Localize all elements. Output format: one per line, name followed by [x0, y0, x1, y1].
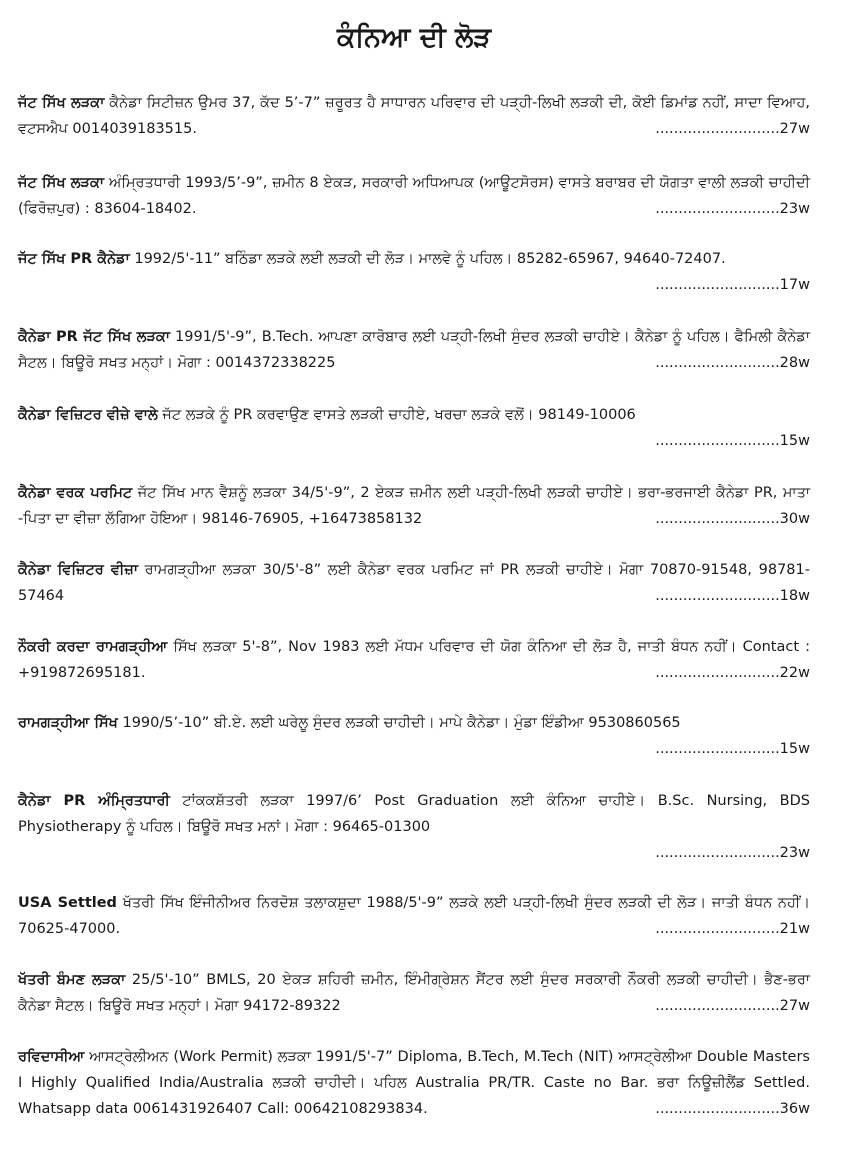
- ad-code: ...........................36w: [655, 1101, 810, 1117]
- ad-text: ਰਾਮਗੜ੍ਹੀਆ ਲੜਕਾ 30/5'-8” ਲਈ ਕੈਨੇਡਾ ਵਰਕ ਪਰਮਿਟ ਜਾਂ PR ਲੜਕੀ ਚਾਹੀਏ। ਮੋਗਾ 70870-91548, 98781-57464: [18, 562, 810, 604]
- ad-text: ਖੱਤਰੀ ਸਿੱਖ ਇੰਜੀਨੀਅਰ ਨਿਰਦੋਸ਼ ਤਲਾਕਸ਼ੁਦਾ 1988/5'-9” ਲੜਕੇ ਲਈ ਪੜ੍ਹੀ-ਲਿਖੀ ਸੁੰਦਰ ਲੜਕੀ ਦੀ ਲੋੜ। ਜਾਤੀ ਬੰਧਨ ਨਹੀਂ। 70625-47000.: [18, 895, 811, 937]
- ad-code: ...........................27w: [655, 121, 810, 137]
- page-title: ਕੰਨਿਆ ਦੀ ਲੋੜ: [336, 22, 492, 53]
- ad-code: ...........................23w: [655, 845, 810, 861]
- ad-lead: ਰਵਿਦਾਸੀਆ: [18, 1049, 85, 1065]
- ad-lead: ਕੈਨੇਡਾ PR ਅੰਮ੍ਰਿਤਧਾਰੀ: [18, 793, 170, 809]
- ad-code: ...........................15w: [655, 741, 810, 757]
- ad-entry: [18, 967, 810, 1019]
- ad-entry: [18, 170, 810, 222]
- ad-code: ...........................18w: [655, 588, 810, 604]
- ad-lead: ਜੱਟ ਸਿੱਖ ਲੜਕਾ: [18, 95, 105, 111]
- ad-entry: [18, 324, 810, 376]
- ad-text: ਆਸਟ੍ਰੇਲੀਅਨ (Work Permit) ਲੜਕਾ 1991/5'-7” Diploma, B.Tech, M.Tech (NIT) ਆਸਟ੍ਰੇਲੀਆ Double Masters I Highly Qualified India/Australia ਲੜਕੀ ਚਾਹੀਦੀ। ਪਹਿਲ Australia PR/TR. Caste no Bar. ਭਰਾ ਨਿਊਜ਼ੀਲੈਂਡ Settled. Whatsapp data 0061431926407 Call: 00642108293834.: [18, 1049, 810, 1117]
- ad-code: ...........................23w: [655, 201, 810, 217]
- ad-lead: USA Settled: [18, 895, 117, 911]
- ad-entry: [18, 634, 810, 686]
- ad-entry: [18, 890, 810, 942]
- ad-code: ...........................28w: [655, 355, 810, 371]
- ad-lead: ਕੈਨੇਡਾ PR ਜੱਟ ਸਿੱਖ ਲੜਕਾ: [18, 329, 170, 345]
- ad-code: ...........................22w: [655, 665, 810, 681]
- ad-lead: ਜੱਟ ਸਿੱਖ ਲੜਕਾ: [18, 175, 105, 191]
- ad-text: ਜੱਟ ਸਿੱਖ ਮਾਨ ਵੈਸ਼ਨੂੰ ਲੜਕਾ 34/5'-9”, 2 ਏਕੜ ਜ਼ਮੀਨ ਲਈ ਪੜ੍ਹੀ-ਲਿਖੀ ਲੜਕੀ ਚਾਹੀਏ। ਭਰਾ-ਭਰਜਾਈ ਕੈਨੇਡਾ PR, ਮਾਤਾ -ਪਿਤਾ ਦਾ ਵੀਜ਼ਾ ਲੱਗਿਆ ਹੋਇਆ। 98146-76905, +16473858132: [18, 485, 810, 527]
- ad-code: ...........................17w: [655, 277, 810, 293]
- ad-entry: [18, 1044, 810, 1122]
- ad-lead: ਕੈਨੇਡਾ ਵਿਜ਼ਿਟਰ ਵੀਜ਼ੇ ਵਾਲੇ: [18, 407, 158, 423]
- ad-text: ਜੱਟ ਲੜਕੇ ਨੂੰ PR ਕਰਵਾਉਣ ਵਾਸਤੇ ਲੜਕੀ ਚਾਹੀਏ, ਖਰਚਾ ਲੜਕੇ ਵਲੋਂ। 98149-10006: [157, 407, 636, 423]
- ad-text: ਸਿੱਖ ਲੜਕਾ 5'-8”, Nov 1983 ਲਈ ਮੱਧਮ ਪਰਿਵਾਰ ਦੀ ਯੋਗ ਕੰਨਿਆ ਦੀ ਲੋੜ ਹੈ, ਜਾਤੀ ਬੰਧਨ ਨਹੀਂ। Contact : +919872695181.: [18, 639, 810, 681]
- ad-text: 1990/5’-10” ਬੀ.ਏ. ਲਈ ਘਰੇਲੂ ਸੁੰਦਰ ਲੜਕੀ ਚਾਹੀਦੀ। ਮਾਪੇ ਕੈਨੇਡਾ। ਮੁੰਡਾ ਇੰਡੀਆ 9530860565: [117, 715, 681, 731]
- ad-text: 1991/5'-9”, B.Tech. ਆਪਣਾ ਕਾਰੋਬਾਰ ਲਈ ਪੜ੍ਹੀ-ਲਿਖੀ ਸੁੰਦਰ ਲੜਕੀ ਚਾਹੀਏ। ਕੈਨੇਡਾ ਨੂੰ ਪਹਿਲ। ਫੈਮਿਲੀ ਕੈਨੇਡਾ ਸੈਟਲ। ਬਿਊਰੋ ਸਖਤ ਮਨ੍ਹਾਂ। ਮੋਗਾ : 0014372338225: [18, 329, 810, 371]
- ad-text: ਟਾਂਕਕਸ਼ੱਤਰੀ ਲੜਕਾ 1997/6’ Post Graduation ਲਈ ਕੰਨਿਆ ਚਾਹੀਏ। B.Sc. Nursing, BDS Physiotherapy ਨੂੰ ਪਹਿਲ। ਬਿਊਰੋ ਸਖਤ ਮਨਾਂ। ਮੋਗਾ : 96465-01300: [18, 793, 811, 835]
- ad-lead: ਨੌਕਰੀ ਕਰਦਾ ਰਾਮਗੜ੍ਹੀਆ: [18, 639, 168, 655]
- ad-lead: ਕੈਨੇਡਾ ਵਰਕ ਪਰਮਿਟ: [18, 485, 133, 501]
- ad-entry: [18, 710, 810, 762]
- ad-code: ...........................27w: [655, 998, 810, 1014]
- ad-entry: [18, 90, 810, 142]
- ad-lead: ਜੱਟ ਸਿੱਖ PR ਕੈਨੇਡਾ: [18, 251, 130, 267]
- ad-text: 25/5'-10” BMLS, 20 ਏਕੜ ਸ਼ਹਿਰੀ ਜ਼ਮੀਨ, ਇੰਮੀਗ੍ਰੇਸ਼ਨ ਸੈਂਟਰ ਲਈ ਸੁੰਦਰ ਸਰਕਾਰੀ ਨੌਕਰੀ ਲੜਕੀ ਚਾਹੀਦੀ। ਭੈਣ-ਭਰਾ ਕੈਨੇਡਾ ਸੈਟਲ। ਬਿਊਰੋ ਸਖਤ ਮਨ੍ਹਾਂ। ਮੋਗਾ 94172-89322: [18, 972, 810, 1014]
- ad-entry: [18, 246, 810, 298]
- ad-code: ...........................21w: [655, 921, 810, 937]
- ad-code: ...........................30w: [655, 511, 810, 527]
- ad-entry: [18, 402, 810, 454]
- ad-code: ...........................15w: [655, 433, 810, 449]
- ad-lead: ਰਾਮਗੜ੍ਹੀਆ ਸਿੱਖ: [18, 715, 118, 731]
- ad-text: ਅੰਮ੍ਰਿਤਧਾਰੀ 1993/5’-9”, ਜ਼ਮੀਨ 8 ਏਕੜ, ਸਰਕਾਰੀ ਅਧਿਆਪਕ (ਆਊਟਸੋਰਸ) ਵਾਸਤੇ ਬਰਾਬਰ ਦੀ ਯੋਗਤਾ ਵਾਲੀ ਲੜਕੀ ਚਾਹੀਦੀ (ਫਿਰੋਜ਼ਪੁਰ) : 83604-18402.: [18, 175, 810, 217]
- ad-entry: [18, 557, 810, 609]
- ad-text: ਕੈਨੇਡਾ ਸਿਟੀਜ਼ਨ ਉਮਰ 37, ਕੱਦ 5’-7” ਜ਼ਰੂਰਤ ਹੈ ਸਾਧਾਰਨ ਪਰਿਵਾਰ ਦੀ ਪੜ੍ਹੀ-ਲਿਖੀ ਲੜਕੀ ਦੀ, ਕੋਈ ਡਿਮਾਂਡ ਨਹੀਂ, ਸਾਦਾ ਵਿਆਹ, ਵਟਸਐਪ 0014039183515.: [18, 95, 810, 137]
- ad-lead: ਕੈਨੇਡਾ ਵਿਜ਼ਿਟਰ ਵੀਜ਼ਾ: [18, 562, 138, 578]
- ad-lead: ਖੱਤਰੀ ਬੰਮਣ ਲੜਕਾ: [18, 972, 126, 988]
- ad-entry: [18, 480, 810, 532]
- ad-text: 1992/5'-11” ਬਠਿੰਡਾ ਲੜਕੇ ਲਈ ਲੜਕੀ ਦੀ ਲੋੜ। ਮਾਲਵੇ ਨੂੰ ਪਹਿਲ। 85282-65967, 94640-72407.: [129, 251, 726, 267]
- ad-entry: [18, 788, 810, 866]
